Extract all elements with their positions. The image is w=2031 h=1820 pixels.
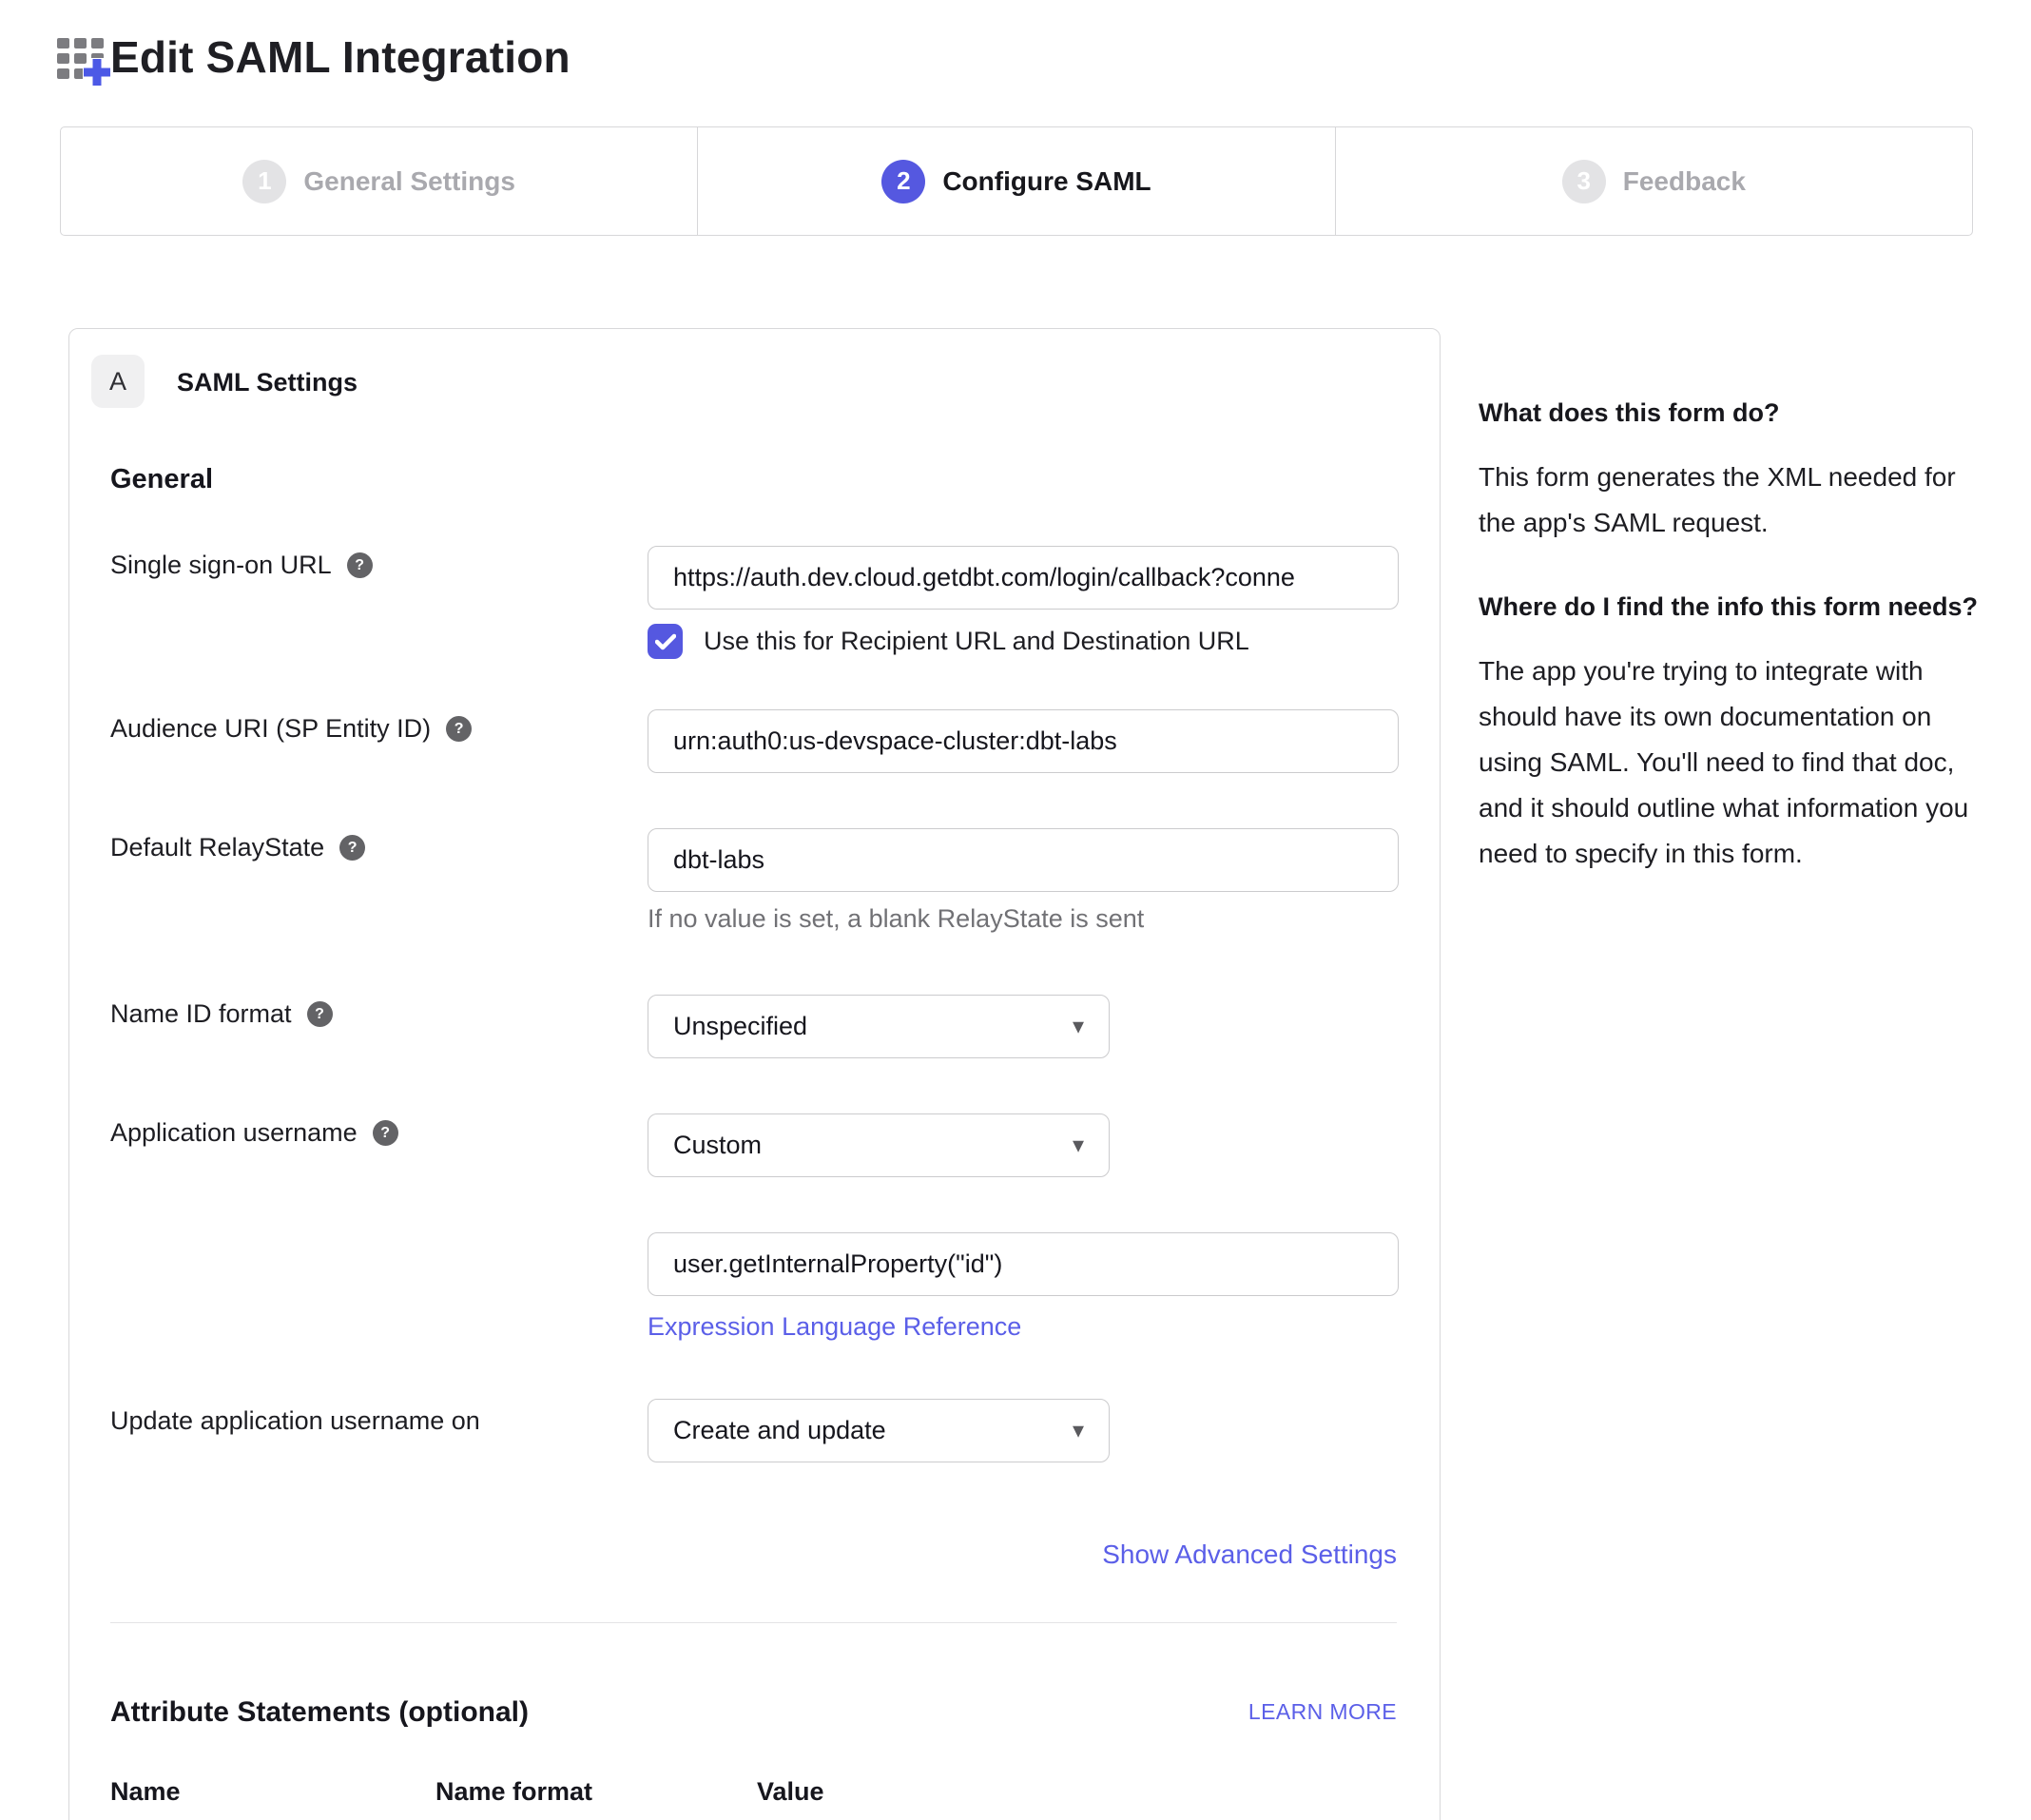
saml-settings-panel (68, 328, 1441, 1820)
column-header-value: Value (757, 1777, 824, 1806)
step-2-label: Configure SAML (942, 165, 1151, 196)
relay-state-label-row (110, 833, 365, 862)
name-id-format-label: Name ID format (110, 999, 292, 1028)
step-configure-saml[interactable] (697, 127, 1334, 235)
audience-uri-label: Audience URI (SP Entity ID) (110, 714, 432, 743)
attribute-statements-heading: Attribute Statements (optional) (110, 1696, 529, 1728)
grid-plus-icon (55, 29, 110, 86)
help-sidebar (1479, 392, 1992, 877)
recipient-url-checkbox[interactable] (648, 624, 683, 659)
section-a-badge: A (91, 355, 145, 408)
update-app-username-label: Update application username on (110, 1406, 480, 1435)
step-2-circle: 2 (881, 160, 925, 203)
audience-uri-help-icon[interactable] (446, 716, 472, 742)
wizard-steps (60, 126, 1973, 236)
sso-url-label-row (110, 551, 373, 580)
step-general-settings[interactable] (61, 127, 697, 235)
sidebar-spacer (1479, 546, 1992, 586)
app-username-value: Custom (673, 1131, 763, 1159)
recipient-url-checkbox-row (648, 624, 1249, 659)
help-heading-1: What does this form do? (1479, 398, 1780, 427)
step-1-label: General Settings (303, 165, 515, 196)
step-3-circle: 3 (1562, 160, 1606, 203)
app-username-help-icon[interactable] (373, 1120, 398, 1146)
relay-state-helper-text: If no value is set, a blank RelayState is sent (648, 904, 1145, 933)
step-3-label: Feedback (1622, 165, 1746, 196)
sso-url-input[interactable] (648, 546, 1399, 610)
chevron-down-icon (1073, 1132, 1084, 1159)
sso-url-label: Single sign-on URL (110, 551, 332, 579)
help-paragraph-1: This form generates the XML needed for the app's SAML request. (1479, 462, 1956, 537)
saml-settings-title: SAML Settings (177, 368, 358, 397)
show-advanced-settings-link[interactable]: Show Advanced Settings (1102, 1539, 1397, 1569)
name-id-format-select[interactable] (648, 995, 1110, 1058)
relay-state-label: Default RelayState (110, 833, 325, 862)
step-feedback[interactable] (1335, 127, 1972, 235)
page-header (55, 29, 571, 86)
recipient-url-checkbox-label: Use this for Recipient URL and Destination URL (704, 627, 1249, 655)
help-heading-2: Where do I find the info this form needs? (1479, 592, 1978, 621)
app-username-select[interactable] (648, 1113, 1110, 1177)
help-paragraph-2: The app you're trying to integrate with should have its own documentation on using SAML. You'll need to find that doc, and it should outline what information you need to specify in this form. (1479, 656, 1969, 868)
relay-state-help-icon[interactable] (339, 835, 365, 861)
general-section-heading: General (110, 464, 213, 494)
name-id-format-value: Unspecified (673, 1012, 808, 1040)
sso-url-help-icon[interactable] (347, 552, 373, 578)
chevron-down-icon (1073, 1417, 1084, 1444)
column-header-name: Name (110, 1777, 181, 1806)
column-header-name-format: Name format (435, 1777, 593, 1806)
page-title: Edit SAML Integration (110, 32, 571, 82)
app-username-label-row (110, 1118, 398, 1148)
step-1-circle: 1 (242, 160, 286, 203)
update-app-username-select[interactable] (648, 1399, 1110, 1462)
audience-uri-input[interactable] (648, 709, 1399, 773)
section-divider (110, 1622, 1397, 1623)
app-username-label: Application username (110, 1118, 358, 1147)
update-app-username-label-row (110, 1406, 480, 1436)
name-id-format-help-icon[interactable] (307, 1001, 333, 1027)
audience-uri-label-row (110, 714, 472, 744)
update-app-username-value: Create and update (673, 1416, 886, 1444)
chevron-down-icon (1073, 1013, 1084, 1040)
custom-expression-input[interactable] (648, 1232, 1399, 1296)
check-icon (655, 633, 676, 650)
learn-more-link[interactable]: LEARN MORE (1248, 1699, 1397, 1724)
name-id-format-label-row (110, 999, 333, 1029)
relay-state-input[interactable] (648, 828, 1399, 892)
expression-language-reference-link[interactable]: Expression Language Reference (648, 1312, 1022, 1341)
